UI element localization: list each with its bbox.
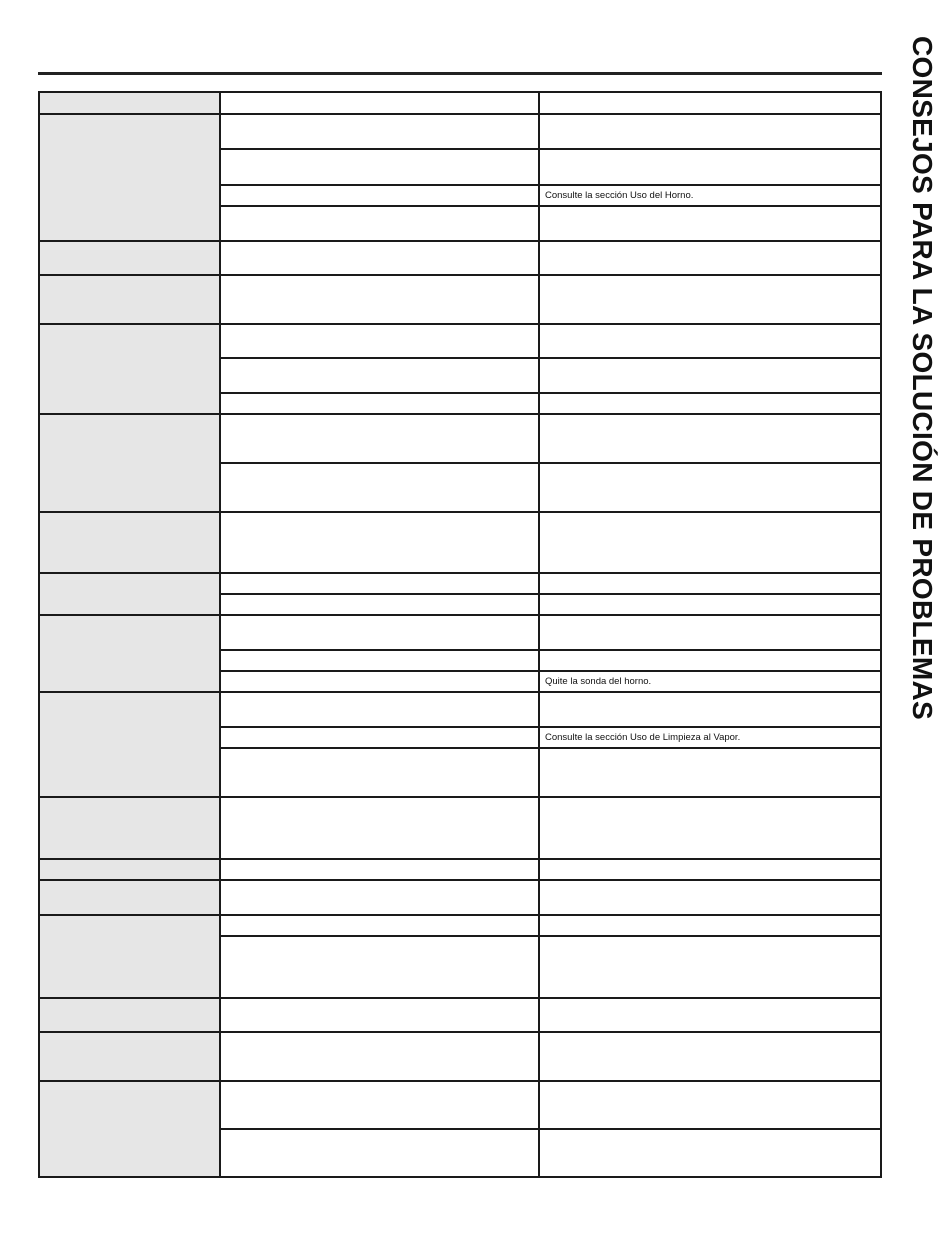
table-row-line <box>38 572 882 574</box>
table-border-left <box>38 91 40 1178</box>
table-row-line <box>38 914 882 916</box>
problem-column <box>38 113 220 1178</box>
table-subrow-line <box>219 1128 882 1130</box>
table-row-line <box>38 858 882 860</box>
solution-text-horno: Consulte la sección Uso del Horno. <box>545 190 694 201</box>
table-row-line <box>38 511 882 513</box>
table-subrow-line <box>219 357 882 359</box>
table-subrow-line <box>219 462 882 464</box>
table-row-line <box>38 274 882 276</box>
table-border-top <box>38 91 882 93</box>
table-subrow-line <box>219 593 882 595</box>
troubleshooting-table <box>38 91 882 1178</box>
table-subrow-line <box>219 649 882 651</box>
table-subrow-line <box>219 184 882 186</box>
solution-text-sonda: Quite la sonda del horno. <box>545 676 652 687</box>
table-divider-2 <box>538 91 540 1178</box>
table-subrow-line <box>219 670 882 672</box>
table-subrow-line <box>219 148 882 150</box>
table-row-line <box>38 879 882 881</box>
table-border-right <box>880 91 882 1178</box>
table-subrow-line <box>219 726 882 728</box>
table-subrow-line <box>219 205 882 207</box>
table-row-line <box>38 413 882 415</box>
table-divider-1 <box>219 91 221 1178</box>
table-subrow-line <box>219 747 882 749</box>
header-rule <box>38 72 882 75</box>
table-subrow-line <box>219 935 882 937</box>
table-subrow-line <box>219 392 882 394</box>
table-row-line <box>38 796 882 798</box>
table-header-cell <box>38 91 220 113</box>
table-row-line <box>38 614 882 616</box>
table-border-bottom <box>38 1176 882 1178</box>
table-row-line <box>38 997 882 999</box>
table-row-line <box>38 113 882 115</box>
table-row-line <box>38 1031 882 1033</box>
table-row-line <box>38 323 882 325</box>
table-row-line <box>38 1080 882 1082</box>
solution-text-limpieza: Consulte la sección Uso de Limpieza al Vapor. <box>545 732 741 743</box>
table-row-line <box>38 240 882 242</box>
table-row-line <box>38 691 882 693</box>
page-title: CONSEJOS PARA LA SOLUCIÓN DE PROBLEMAS <box>907 36 938 720</box>
